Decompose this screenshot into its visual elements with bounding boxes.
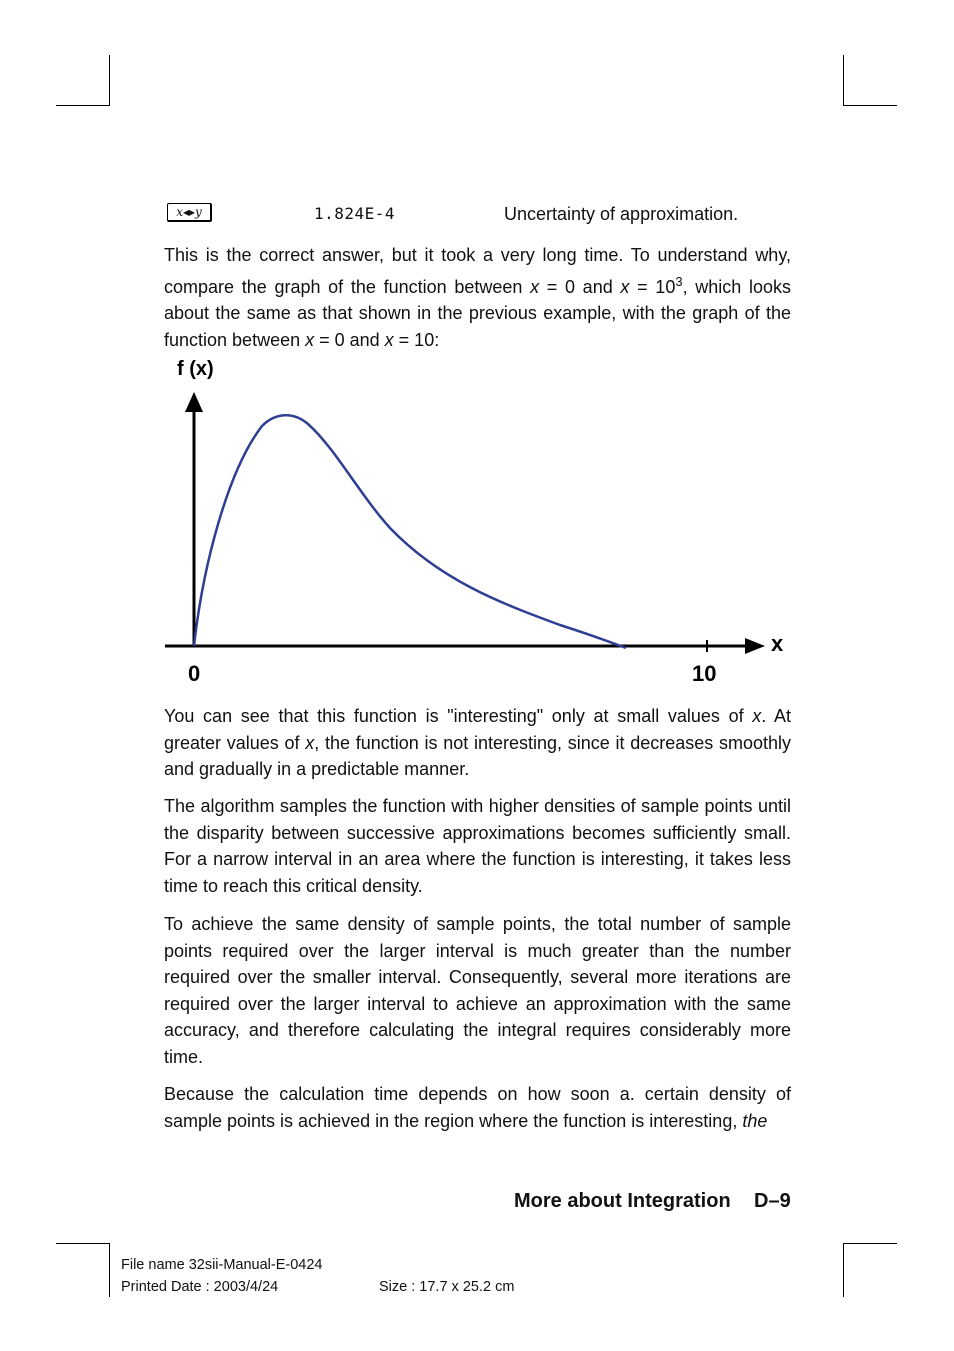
crop-mark-top-left-horizontal [56,105,110,106]
keystroke-description: Uncertainty of approximation. [504,204,739,224]
print-date: Printed Date : 2003/4/24 [121,1279,279,1295]
keystroke-row [164,203,791,229]
footer-page-number: D–9 [754,1190,791,1212]
paragraph-intro: This is the correct answer, but it took a very long time. To understand why, compare the graph of the function between x = 0 and $x = 10^3$, which looks about the same as that shown in the previous example, with the graph of the function between x = 0 and x = 10: [164,245,791,350]
paragraph-density: To achieve the same density of sample points, the total number of sample points required over the larger interval is much greater than the number required over the smaller interval. Consequently, several more iterations are required over the larger interval to achieve an approximation with the same accuracy, and therefore calculating the integral requires considerably more time. [164,914,791,1067]
print-file-name: File name 32sii-Manual-E-0424 [121,1257,323,1273]
crop-mark-top-right-vertical [843,55,844,106]
y-axis-label: f (x) [177,358,214,380]
x-axis-label: x [771,631,784,656]
y-axis-arrow [185,392,203,412]
crop-mark-bottom-right-horizontal [843,1243,897,1244]
tick-label-ten: 10 [692,661,717,686]
exponent: 3 [675,273,683,289]
crop-mark-bottom-left-horizontal [56,1243,110,1244]
paragraph-calculation-time: Because the calculation time depends on how soon a. certain density of sample points is achieved in the region where the function is interesting, the [164,1084,791,1131]
function-curve [194,415,626,648]
paragraph-interesting: You can see that this function is "interesting" only at small values of x. At greater values of x, the function is not interesting, since it decreases smoothly and gradually in a predictable manner. [164,706,791,779]
calculator-display-value: 1.824E-4 [314,204,396,223]
crop-mark-bottom-right-vertical [843,1243,844,1297]
function-graph [0,350,954,690]
crop-mark-bottom-left-vertical [109,1243,110,1297]
crop-mark-top-left-vertical [109,55,110,106]
swap-xy-key: x◂▸y [167,203,212,222]
tick-label-zero: 0 [188,661,201,686]
footer-section-title: More about Integration [514,1190,731,1212]
paragraph-algorithm: The algorithm samples the function with higher densities of sample points until the disparity between successive approximations becomes sufficiently small. For a narrow interval in an area where the function is interesting, it takes less time to reach this critical density. [164,796,791,896]
crop-mark-top-right-horizontal [843,105,897,106]
print-size: Size : 17.7 x 25.2 cm [379,1279,515,1295]
x-axis-arrow [745,638,765,654]
